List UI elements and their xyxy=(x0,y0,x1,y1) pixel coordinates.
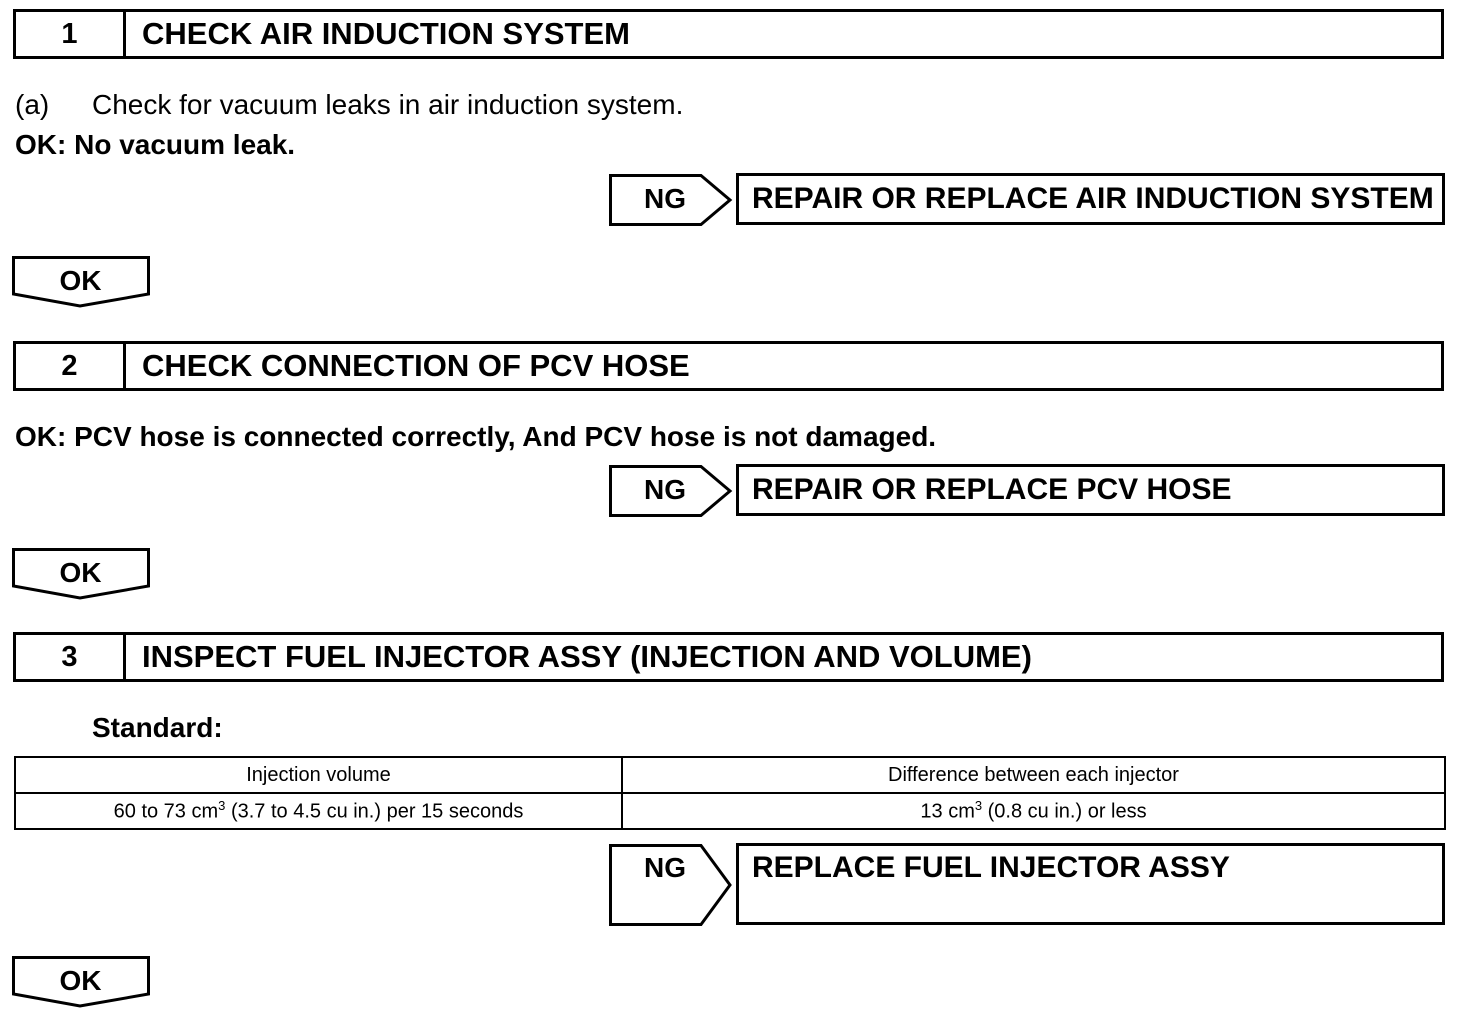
standard-label: Standard: xyxy=(92,712,223,743)
ok-label: OK xyxy=(59,557,102,588)
ng-action-text: REPAIR OR REPLACE AIR INDUCTION SYSTEM xyxy=(752,182,1434,215)
table-row xyxy=(15,793,1445,829)
table-cell-injection-volume xyxy=(15,793,622,829)
ng-action-text: REPLACE FUEL INJECTOR ASSY xyxy=(752,851,1230,884)
step-number: 1 xyxy=(16,12,126,56)
cell-text: 60 to 73 cm xyxy=(113,800,219,823)
step-number: 2 xyxy=(16,344,126,388)
step-title: CHECK CONNECTION OF PCV HOSE xyxy=(142,348,690,383)
ng-action-box xyxy=(736,843,1445,925)
cell-superscript: 3 xyxy=(974,798,983,814)
table-header-row xyxy=(15,757,1445,793)
instruction-marker: (a) xyxy=(15,89,50,120)
cell-superscript: 3 xyxy=(218,798,226,814)
standard-table xyxy=(14,756,1446,830)
cell-text: (3.7 to 4.5 cu in.) per 15 seconds xyxy=(225,800,524,823)
table-cell-difference xyxy=(622,793,1445,829)
cell-text: (0.8 cu in.) or less xyxy=(982,800,1147,823)
ng-action-text: REPAIR OR REPLACE PCV HOSE xyxy=(752,473,1232,506)
ng-label: NG xyxy=(644,474,686,505)
step-title: CHECK AIR INDUCTION SYSTEM xyxy=(142,16,630,51)
step-1-header xyxy=(13,9,1444,59)
ok-label: OK xyxy=(59,965,102,996)
ng-action-box xyxy=(736,173,1445,225)
table-header-cell: Difference between each injector xyxy=(622,757,1445,793)
table-header-cell: Injection volume xyxy=(15,757,622,793)
step-3-header xyxy=(13,632,1444,682)
cell-text: 13 cm xyxy=(920,800,975,823)
instruction-text: Check for vacuum leaks in air induction system. xyxy=(92,89,684,120)
step-number: 3 xyxy=(16,635,126,679)
ok-condition: OK: No vacuum leak. xyxy=(15,129,296,160)
ng-action-box xyxy=(736,464,1445,516)
ok-condition: OK: PCV hose is connected correctly, And PCV hose is not damaged. xyxy=(15,421,937,452)
ok-label: OK xyxy=(59,265,102,296)
step-title: INSPECT FUEL INJECTOR ASSY (INJECTION AND VOLUME) xyxy=(142,639,1032,674)
ng-label: NG xyxy=(644,183,686,214)
step-2-header xyxy=(13,341,1444,391)
ng-label: NG xyxy=(644,852,686,883)
